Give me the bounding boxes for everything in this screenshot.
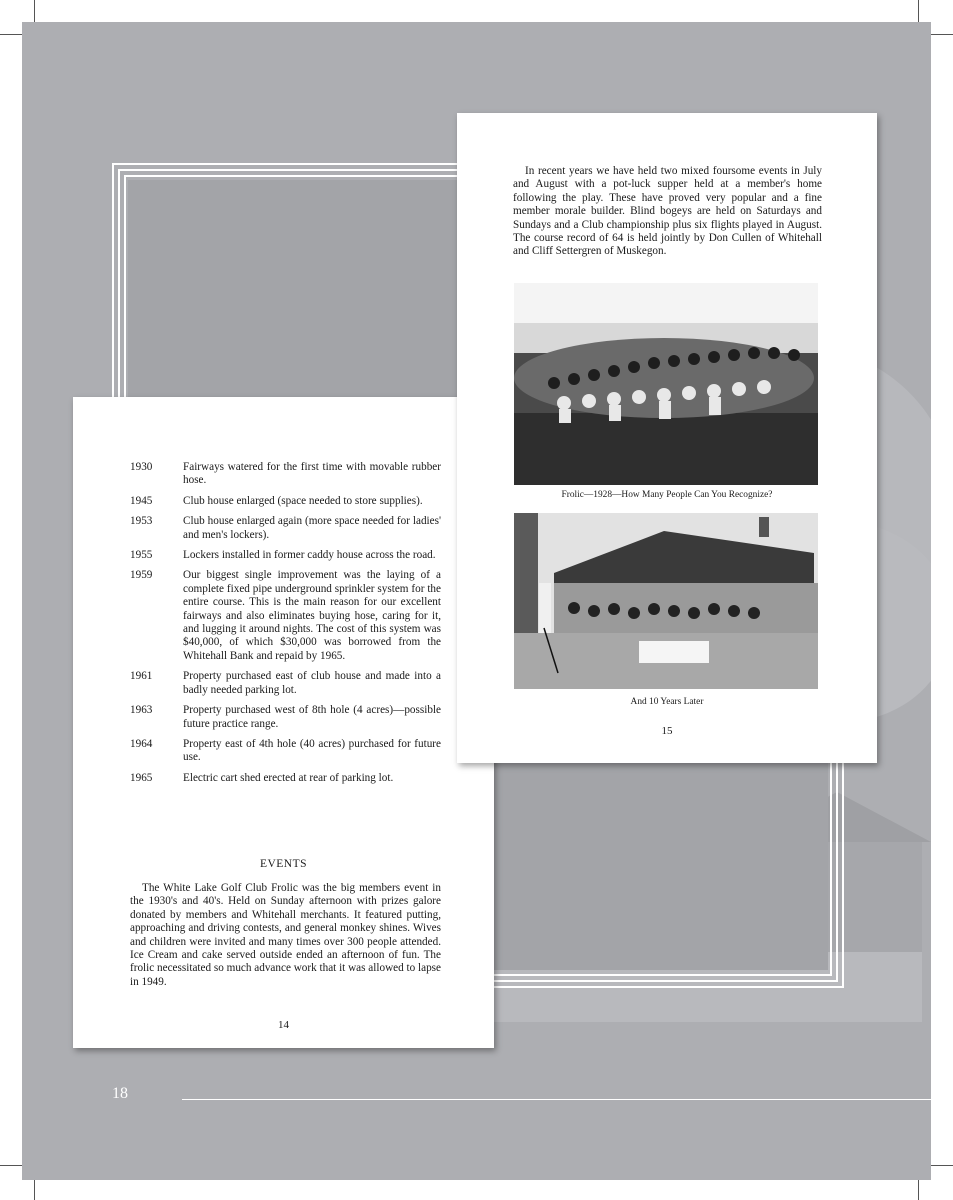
crop-mark — [918, 1180, 919, 1200]
timeline-text: Club house enlarged again (more space needed for ladies' and men's lockers). — [183, 515, 441, 541]
timeline-year: 1965 — [130, 771, 153, 784]
timeline-year: 1961 — [130, 670, 153, 683]
timeline-year: 1963 — [130, 704, 153, 717]
timeline-entry — [130, 704, 441, 731]
folio-rule — [182, 1099, 931, 1100]
photo-1-caption: Frolic—1928—How Many People Can You Recognize? — [561, 490, 773, 500]
intro-paragraph: In recent years we have held two mixed foursome events in July and August with a pot-luck supper held at a member's home following the play. These have proved very popular and a fine member morale builder. Blind bogeys are held on Saturdays and Sundays and a Club championship plus six flights played in August. The course record of 64 is held jointly by Don Cullen of Whitehall and Cliff Settergren of Muskegon. — [513, 165, 822, 258]
page-number-15: 15 — [661, 725, 673, 737]
crop-mark — [34, 1180, 35, 1200]
timeline-year: 1953 — [130, 515, 153, 528]
crop-mark — [918, 0, 919, 22]
timeline-entry — [130, 772, 441, 785]
timeline-entry — [130, 549, 441, 562]
timeline-year: 1959 — [130, 569, 153, 582]
folio-page-number: 18 — [112, 1085, 128, 1102]
events-paragraph: The White Lake Golf Club Frolic was the big members event in the 1930's and 40's. Held on Sunday afternoon with prizes galore donated by members and Whitehall merchants. It featured putting, approaching and driving contests, and general monkey shines. Wives and children were invited and many times over 300 people attended. Ice Cream and cake served outside ended an afternoon of fun. The frolic necessitated so much advance work that it was allowed to lapse in 1949. — [130, 882, 441, 988]
events-heading: EVENTS — [259, 858, 308, 870]
page-number-14: 14 — [278, 1019, 289, 1031]
frolic-1938-photo — [514, 513, 818, 689]
timeline-text: Club house enlarged (space needed to store supplies). — [183, 494, 423, 507]
crop-mark — [34, 0, 35, 22]
timeline-year: 1964 — [130, 737, 153, 750]
timeline-text: Electric cart shed erected at rear of parking lot. — [183, 771, 394, 784]
timeline-entry — [130, 461, 441, 488]
crop-mark — [931, 34, 953, 35]
timeline-entry — [130, 515, 441, 542]
timeline-entry — [130, 670, 441, 697]
frolic-1928-photo — [514, 283, 818, 485]
crop-mark — [0, 34, 22, 35]
timeline-text: Fairways watered for the first time with movable rubber hose. — [183, 461, 441, 487]
timeline-entry — [130, 495, 441, 508]
timeline-year: 1945 — [130, 494, 153, 507]
scanned-page-15 — [457, 113, 877, 763]
timeline-year: 1955 — [130, 549, 153, 562]
timeline-year: 1930 — [130, 461, 153, 473]
timeline-text: Property east of 4th hole (40 acres) purchased for future use. — [183, 737, 441, 764]
timeline-entry — [130, 569, 441, 663]
timeline-text: Lockers installed in former caddy house across the road. — [183, 549, 436, 562]
crop-mark — [0, 1165, 22, 1166]
timeline-text: Property purchased west of 8th hole (4 acres)—possible future practice range. — [183, 704, 441, 730]
photo-2-caption: And 10 Years Later — [630, 697, 704, 707]
timeline-text: Property purchased east of club house and made into a badly needed parking lot. — [183, 670, 441, 696]
timeline-entry — [130, 738, 441, 765]
timeline-text: Our biggest single improvement was the laying of a complete fixed pipe underground sprinkler system for the entire course. This is the main reason for our excellent fairways and also eliminates buying hose, caring for it, and lugging it around nights. The cost of this system was $40,000, of which $30,000 was borrowed from the Whitehall Bank and repaid by 1965. — [183, 569, 441, 662]
crop-mark — [931, 1165, 953, 1166]
history-timeline — [130, 461, 441, 792]
scanned-page-14 — [73, 397, 494, 1048]
